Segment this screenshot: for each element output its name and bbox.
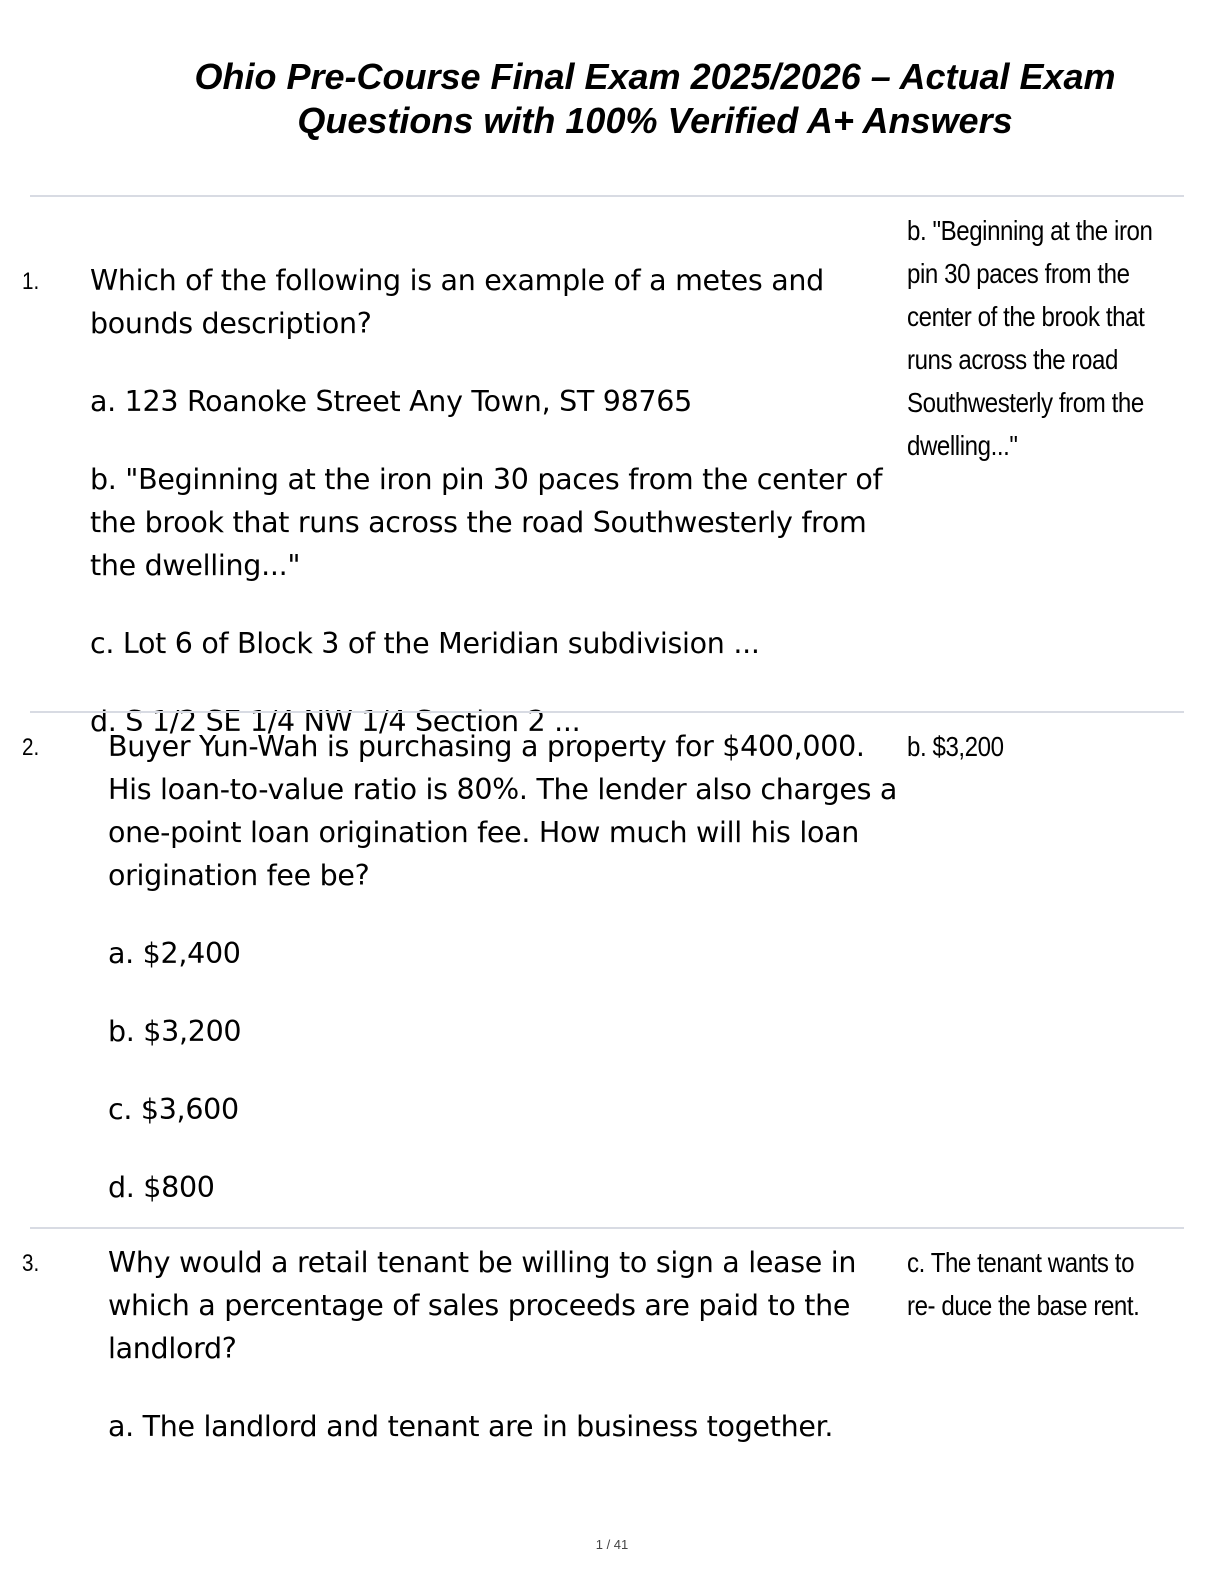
option-b: b. "Beginning at the iron pin 30 paces from the center of the brook that runs across the road Southwesterly from the dwelling..." [90, 463, 883, 582]
question-text: Which of the following is an example of a metes and bounds description? [90, 264, 824, 340]
option-d: d. S 1/2 SE 1/4 NW 1/4 Section 2 ... [90, 705, 581, 738]
divider [30, 195, 1184, 197]
answer: b. "Beginning at the iron pin 30 paces from the center of the brook that runs across the road Southwesterly from the dwelling..." [907, 215, 1153, 461]
option-c: c. $3,600 [108, 1093, 239, 1126]
question-body [108, 1241, 908, 1448]
question-body [108, 725, 908, 1209]
page-number: 1 / 41 [595, 1537, 629, 1552]
option-a: a. 123 Roanoke Street Any Town, ST 98765 [90, 385, 692, 418]
option-a: a. $2,400 [108, 937, 241, 970]
title-line-2: Questions with 100% Verified A+ Answers [297, 100, 1013, 141]
document-title [130, 55, 1180, 143]
question-number: 1. [22, 268, 40, 295]
question-text: Buyer Yun-Wah is purchasing a property for $400,000. His loan-to-value ratio is 80%. The lender also charges a one-point loan origination fee. How much will his loan origination fee be? [108, 730, 898, 892]
answer: c. The tenant wants to re- duce the base rent. [907, 1247, 1140, 1321]
question-body [90, 259, 890, 743]
divider [30, 1227, 1184, 1229]
title-line-1: Ohio Pre-Course Final Exam 2025/2026 – Actual Exam [194, 56, 1116, 97]
option-b: b. $3,200 [108, 1015, 242, 1048]
divider [30, 711, 1184, 713]
question-number: 2. [22, 734, 40, 761]
question-number: 3. [22, 1250, 40, 1277]
question-text: Why would a retail tenant be willing to sign a lease in which a percentage of sales proceeds are paid to the landlord? [108, 1246, 857, 1365]
option-d: d. $800 [108, 1171, 215, 1204]
option-a: a. The landlord and tenant are in business together. [108, 1410, 834, 1443]
answer: b. $3,200 [907, 731, 1004, 762]
option-c: c. Lot 6 of Block 3 of the Meridian subdivision ... [90, 627, 760, 660]
